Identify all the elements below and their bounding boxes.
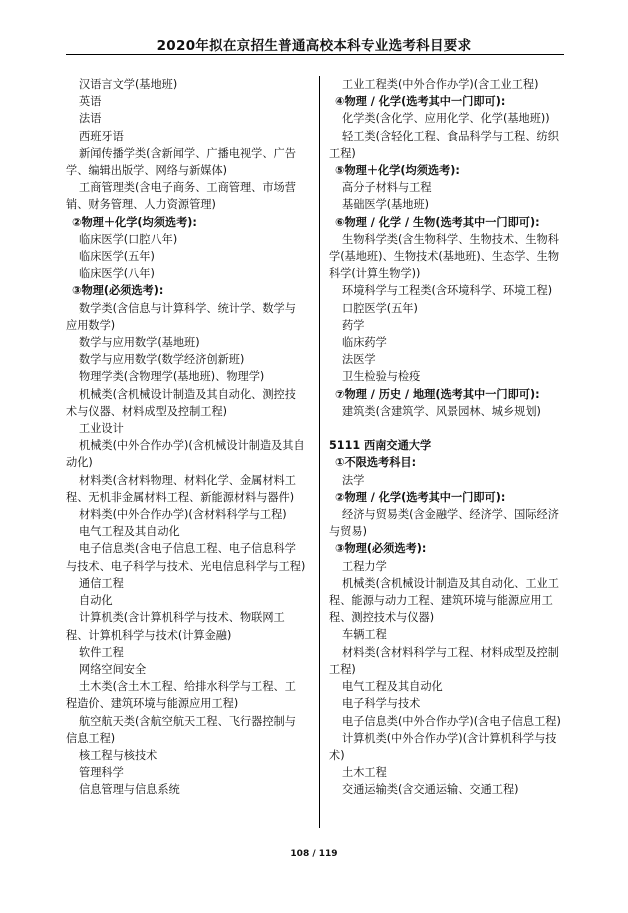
major-item: 电子信息类(含电子信息工程、电子信息科学与技术、电子科学与技术、光电信息科学与工程): [66, 542, 306, 573]
subject-requirement-header: ⑦物理 / 历史 / 地理(选考其中一门即可):: [335, 387, 540, 401]
major-item: 生物科学类(含生物科学、生物技术、生物科学(基地班)、生物技术(基地班)、生态学、生物科学(计算生物学)): [329, 232, 560, 281]
major-item: 自动化: [79, 594, 113, 608]
major-item: 机械类(含机械设计制造及其自动化、测控技术与仪器、材料成型及控制工程): [66, 387, 296, 418]
major-item: 材料类(含材料科学与工程、材料成型及控制工程): [329, 645, 559, 676]
major-item: 材料类(含材料物理、材料化学、金属材料工程、无机非金属材料工程、新能源材料与器件): [66, 473, 296, 504]
section-gap: [329, 420, 567, 437]
major-item: 计算机类(含计算机科学与技术、物联网工程、计算机科学与技术(计算金融): [66, 611, 285, 642]
page-title: 2020年拟在京招生普通高校本科专业选考科目要求: [156, 38, 472, 54]
major-item: 环境科学与工程类(含环境科学、环境工程): [342, 284, 553, 298]
major-item: 软件工程: [79, 645, 124, 659]
major-item: 工业工程类(中外合作办学)(含工业工程): [342, 78, 539, 91]
major-item: 数学与应用数学(数学经济创新班): [79, 353, 245, 367]
major-item: 经济与贸易类(含金融学、经济学、国际经济与贸易): [329, 508, 559, 539]
subject-requirement-header: ⑥物理 / 化学 / 生物(选考其中一门即可):: [335, 215, 540, 229]
major-item: 计算机类(中外合作办学)(含计算机科学与技术): [329, 731, 557, 762]
major-item: 管理科学: [79, 766, 124, 780]
major-item: 卫生检验与检疫: [342, 370, 421, 384]
major-item: 法语: [79, 112, 102, 126]
major-item: 机械类(含机械设计制造及其自动化、工业工程、能源与动力工程、建筑环境与能源应用工程、测控技术与仪器): [329, 576, 559, 625]
major-item: 法医学: [342, 353, 376, 367]
major-item: 数学类(含信息与计算科学、统计学、数学与应用数学): [66, 301, 296, 332]
major-item: 汉语言文学(基地班): [79, 78, 178, 91]
major-item: 信息管理与信息系统: [79, 783, 180, 797]
subject-requirement-header: ⑤物理＋化学(均须选考):: [335, 164, 460, 178]
major-item: 通信工程: [79, 576, 124, 590]
major-item: 工商管理类(含电子商务、工商管理、市场营销、财务管理、人力资源管理): [66, 181, 296, 212]
major-item: 工业设计: [79, 422, 124, 436]
column-divider: [319, 76, 320, 828]
major-item: 高分子材料与工程: [342, 181, 432, 195]
major-item: 西班牙语: [79, 129, 124, 143]
major-item: 新闻传播学类(含新闻学、广播电视学、广告学、编辑出版学、网络与新媒体): [66, 146, 296, 178]
subject-requirement-header: ③物理(必须选考):: [335, 542, 427, 556]
major-item: 交通运输类(含交通运输、交通工程): [342, 783, 519, 797]
major-item: 化学类(含化学、应用化学、化学(基地班)): [342, 112, 550, 126]
right-column: [329, 76, 567, 799]
major-item: 口腔医学(五年): [342, 301, 418, 315]
subject-requirement-header: ①不限选考科目:: [335, 456, 417, 470]
major-item: 临床药学: [342, 336, 387, 350]
major-item: 电气工程及其自动化: [79, 525, 180, 539]
left-column: [66, 76, 306, 799]
major-item: 法学: [342, 473, 365, 487]
major-item: 材料类(中外合作办学)(含材料科学与工程): [79, 508, 287, 522]
major-item: 药学: [342, 318, 365, 332]
university-heading: 5111 西南交通大学: [329, 439, 432, 453]
title-rule: [66, 54, 564, 55]
major-item: 电子科学与技术: [342, 697, 421, 711]
major-item: 机械类(中外合作办学)(含机械设计制造及其自动化): [66, 439, 305, 470]
major-item: 航空航天类(含航空航天工程、飞行器控制与信息工程): [66, 714, 296, 745]
page-number: 108 / 119: [290, 849, 338, 859]
major-item: 建筑类(含建筑学、风景园林、城乡规划): [342, 404, 541, 418]
major-item: 物理学类(含物理学(基地班)、物理学): [79, 370, 265, 384]
major-item: 工程力学: [342, 559, 387, 573]
subject-requirement-header: ②物理 / 化学(选考其中一门即可):: [335, 490, 506, 504]
major-item: 数学与应用数学(基地班): [79, 336, 200, 350]
major-item: 基础医学(基地班): [342, 198, 430, 212]
major-item: 临床医学(五年): [79, 250, 155, 264]
major-item: 临床医学(八年): [79, 267, 155, 281]
major-item: 电子信息类(中外合作办学)(含电子信息工程): [342, 714, 561, 728]
major-item: 车辆工程: [342, 628, 387, 642]
major-item: 土木类(含土木工程、给排水科学与工程、工程造价、建筑环境与能源应用工程): [66, 680, 296, 711]
major-item: 英语: [79, 95, 102, 109]
major-item: 轻工类(含轻化工程、食品科学与工程、纺织工程): [329, 129, 559, 160]
major-item: 电气工程及其自动化: [342, 680, 443, 694]
subject-requirement-header: ③物理(必须选考):: [72, 284, 164, 298]
major-item: 网络空间安全: [79, 662, 147, 676]
major-item: 临床医学(口腔八年): [79, 232, 178, 246]
subject-requirement-header: ②物理＋化学(均须选考):: [72, 215, 197, 229]
major-item: 核工程与核技术: [79, 748, 158, 762]
subject-requirement-header: ④物理 / 化学(选考其中一门即可):: [335, 95, 506, 109]
major-item: 土木工程: [342, 766, 387, 780]
